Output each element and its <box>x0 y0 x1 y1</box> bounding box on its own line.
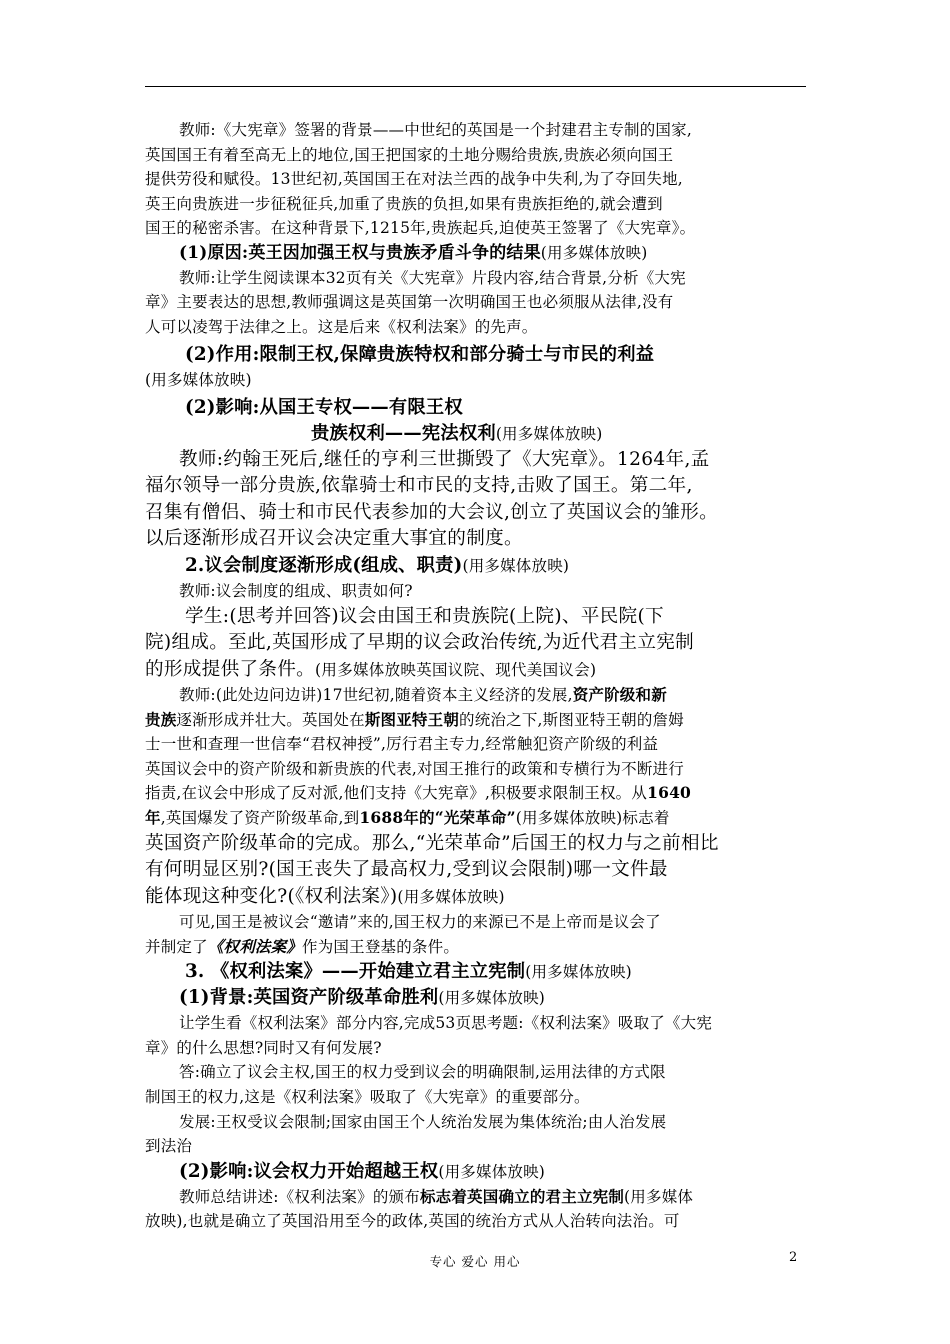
paragraph-line: 国王的秘密杀害。在这种背景下,1215年,贵族起兵,迫使英王签署了《大宪章》。 <box>145 219 696 238</box>
paragraph-line: 有何明显区别?(国王丧失了最高权力,受到议会限制)哪一文件最 <box>145 859 668 881</box>
heading-text: 贵族权利——宪法权利 <box>311 422 496 444</box>
paragraph-line: 章》的什么思想?同时又有何发展? <box>145 1038 382 1057</box>
paragraph-line: 英国议会中的资产阶级和新贵族的代表,对国王推行的政策和专横行为不断进行 <box>145 759 684 778</box>
heading-text: (2)影响:议会权力开始超越王权 <box>179 1160 439 1182</box>
text-run: 并制定了 <box>145 937 208 956</box>
text-run: 指责,在议会中形成了反对派,他们支持《大宪章》,积极要求限制王权。从 <box>145 784 648 803</box>
text-run: 教师总结讲述:《权利法案》的颁布 <box>179 1187 420 1206</box>
heading-text: (1)原因:英王因加强王权与贵族矛盾斗争的结果 <box>179 242 541 263</box>
media-note: (用多媒体放映) <box>462 556 570 575</box>
paragraph-line: 制国王的权力,这是《权利法案》吸取了《大宪章》的重要部分。 <box>145 1088 590 1107</box>
text-run: 能体现这种变化?(《权利法案》) <box>145 885 398 907</box>
text-run: (用多媒体 <box>624 1187 694 1206</box>
paragraph-line: 院)组成。至此,英国形成了早期的议会政治传统,为近代君主立宪制 <box>145 632 695 654</box>
paragraph-line <box>145 708 815 733</box>
bold-run: 1640 <box>647 783 692 803</box>
paragraph-line <box>145 884 815 911</box>
paragraph-line: 可见,国王是被议会“邀请”来的,国王权力的来源已不是上帝而是议会了 <box>179 913 661 932</box>
paragraph-line: 士一世和查理一世信奉“君权神授”,厉行君主专力,经常触犯资产阶级的利益 <box>145 735 659 754</box>
paragraph-line: 英国国王有着至高无上的地位,国王把国家的土地分赐给贵族,贵族必须向国王 <box>145 145 674 164</box>
paragraph-line: 人可以凌驾于法律之上。这是后来《权利法案》的先声。 <box>145 317 538 336</box>
text-run: ,英国爆发了资产阶级革命,到 <box>160 809 360 827</box>
paragraph-line: 放映),也就是确立了英国沿用至今的政体,英国的统治方式从人治转向法治。可 <box>145 1212 680 1231</box>
paragraph-line: 学生:(思考并回答)议会由国王和贵族院(上院)、平民院(下 <box>185 605 664 627</box>
paragraph-line: 英国资产阶级革命的完成。那么,“光荣革命”后国王的权力与之前相比 <box>145 832 719 854</box>
paragraph-line: 以后逐渐形成召开议会决定重大事宜的制度。 <box>145 528 523 550</box>
paragraph-line: 到法治 <box>145 1137 193 1156</box>
page-footer: 专心 爱心 用心 <box>429 1254 521 1269</box>
bold-run: 贵族 <box>145 709 177 729</box>
paragraph-line <box>145 683 815 708</box>
text-run: 逐渐形成并壮大。英国处在 <box>176 710 365 729</box>
section-heading <box>145 395 815 421</box>
media-note: (用多媒体放映) <box>438 989 546 1008</box>
text-run: 教师:(此处边问边讲)17世纪初,随着资本主义经济的发展, <box>179 686 573 705</box>
media-note: (用多媒体放映) <box>145 371 252 390</box>
paragraph-line: 教师:让学生阅读课本32页有关《大宪章》片段内容,结合背景,分析《大宪 <box>179 268 686 287</box>
section-heading <box>145 342 815 368</box>
page-number: 2 <box>789 1250 798 1265</box>
paragraph-line: 章》主要表达的思想,教师强调这是英国第一次明确国王也必须服从法律,没有 <box>145 293 674 312</box>
text-run: 的形成提供了条件。 <box>145 658 316 680</box>
paragraph-line: 教师:议会制度的组成、职责如何? <box>179 581 413 600</box>
heading-text: (2)作用:限制王权,保障贵族特权和部分骑士与市民的利益 <box>185 344 655 366</box>
document-body <box>145 118 815 1234</box>
paragraph-line: 教师:约翰王死后,继任的亨利三世撕毁了《大宪章》。1264年,孟 <box>179 448 710 470</box>
heading-text: (1)背景:英国资产阶级革命胜利 <box>179 987 439 1009</box>
section-heading <box>145 985 815 1011</box>
bold-run: 《权利法案》 <box>207 936 303 956</box>
bold-run: 资产阶级和新 <box>572 685 667 705</box>
media-note: (用多媒体放映) <box>540 243 648 262</box>
section-heading <box>145 553 815 579</box>
bold-run: 1688年的“光荣革命” <box>359 808 516 827</box>
heading-text: (2)影响:从国王专权——有限王权 <box>185 396 463 418</box>
paragraph-line: 提供劳役和赋役。13世纪初,英国国王在对法兰西的战争中失利,为了夺回失地, <box>145 170 683 189</box>
paragraph-line <box>145 657 815 684</box>
section-heading <box>145 241 815 266</box>
heading-text: 3. 《权利法案》——开始建立君主立宪制 <box>185 961 526 983</box>
media-note: (用多媒体放映) <box>397 887 505 906</box>
paragraph-line <box>145 1185 815 1210</box>
paragraph-line: 发展:王权受议会限制;国家由国王个人统治发展为集体统治;由人治发展 <box>179 1112 667 1131</box>
paragraph-line <box>145 935 815 960</box>
text-run: 的统治之下,斯图亚特王朝的詹姆 <box>459 710 684 729</box>
bold-run: 标志着英国确立的君主立宪制 <box>419 1186 625 1206</box>
paragraph-line: 让学生看《权利法案》部分内容,完成53页思考题:《权利法案》吸取了《大宪 <box>179 1014 713 1033</box>
header-rule <box>145 86 806 87</box>
bold-run: 斯图亚特王朝 <box>364 709 460 729</box>
paragraph-line <box>145 806 815 831</box>
section-heading <box>145 1159 815 1185</box>
media-note: (用多媒体放映) <box>525 963 632 982</box>
text-run: 作为国王登基的条件。 <box>302 937 460 956</box>
heading-text: 2.议会制度逐渐形成(组成、职责) <box>185 554 463 576</box>
paragraph-line: 答:确立了议会主权,国王的权力受到议会的明确限制,运用法律的方式限 <box>179 1063 666 1082</box>
paragraph-line: 英王向贵族进一步征税征兵,加重了贵族的负担,如果有贵族拒绝的,就会遭到 <box>145 194 663 213</box>
paragraph-line <box>145 781 815 806</box>
paragraph-line: 福尔领导一部分贵族,依靠骑士和市民的支持,击败了国王。第二年, <box>145 475 693 497</box>
paragraph-line: 召集有僧侣、骑士和市民代表参加的大会议,创立了英国议会的雏形。 <box>145 501 719 523</box>
media-note: (用多媒体放映) <box>495 424 603 443</box>
paragraph-line: 教师:《大宪章》签署的背景——中世纪的英国是一个封建君主专制的国家, <box>179 121 692 139</box>
media-note: (用多媒体放映英国议院、现代美国议会) <box>315 660 597 679</box>
text-run: (用多媒体放映)标志着 <box>515 809 670 827</box>
section-heading <box>145 959 815 985</box>
bold-run: 年 <box>145 808 161 827</box>
media-note: (用多媒体放映) <box>438 1162 546 1181</box>
section-heading <box>145 421 815 447</box>
